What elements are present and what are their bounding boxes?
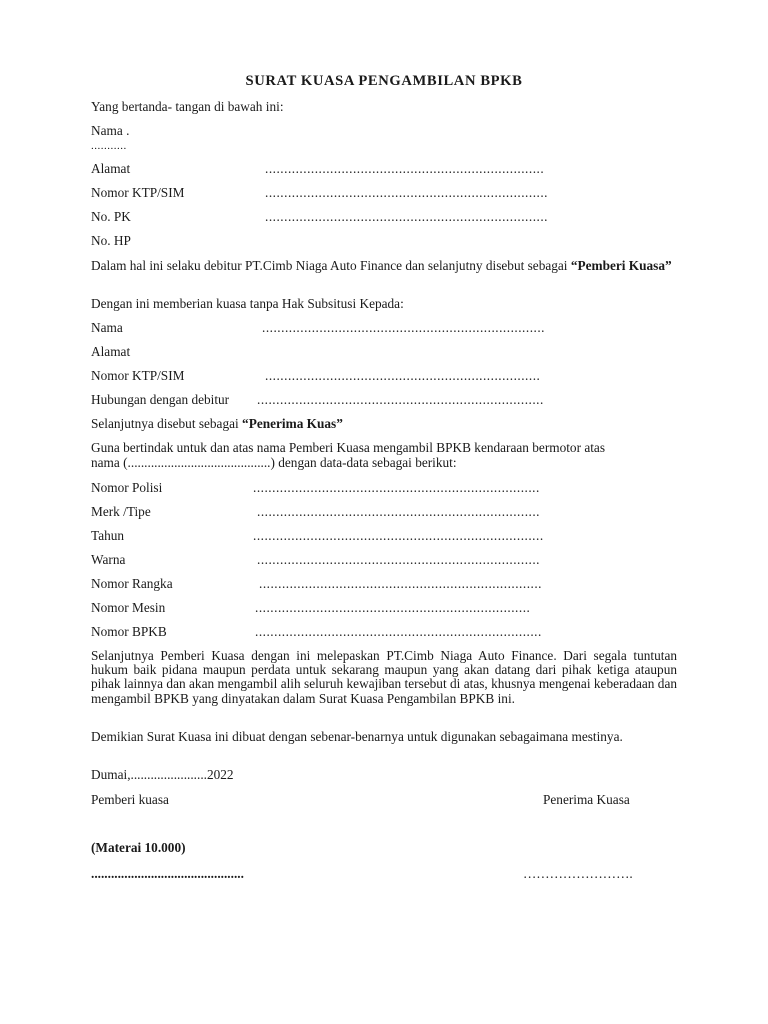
penerima-kuasa-signature-label: Penerima Kuasa (543, 792, 630, 807)
pemberi-kuasa-bold: “Pemberi Kuasa” (570, 258, 672, 273)
pemberi-pk-label: No. PK (91, 209, 131, 224)
pemberi-ktp-label: Nomor KTP/SIM (91, 185, 185, 200)
vehicle-dots-tahun: ............................................................................ (253, 528, 544, 543)
vehicle-dots-bpkb: ........................................................................... (255, 624, 542, 639)
document-title: SURAT KUASA PENGAMBILAN BPKB (245, 73, 523, 89)
vehicle-label-rangka: Nomor Rangka (91, 576, 173, 591)
demikian-paragraph: Demikian Surat Kuasa ini dibuat dengan sebenar-benarnya untuk digunakan sebagaimana mestinya. (91, 729, 623, 744)
pemberi-kuasa-signature-label: Pemberi kuasa (91, 792, 169, 807)
penerima-alamat-label: Alamat (91, 344, 131, 359)
signature-line-right: ……………………. (523, 866, 633, 881)
vehicle-dots-mesin: ........................................................................ (255, 600, 531, 615)
selanjutnya-text: Selanjutnya disebut sebagai (91, 416, 239, 431)
vehicle-label-mesin: Nomor Mesin (91, 600, 166, 615)
kuasa-intro: Dengan ini memberian kuasa tanpa Hak Subsitusi Kepada: (91, 296, 404, 311)
vehicle-dots-warna: .......................................................................... (257, 552, 540, 567)
vehicle-label-tahun: Tahun (91, 528, 125, 543)
penerima-ktp-label: Nomor KTP/SIM (91, 368, 185, 383)
guna-line-1: Guna bertindak untuk dan atas nama Pemberi Kuasa mengambil BPKB kendaraan bermotor atas (91, 440, 606, 455)
vehicle-dots-merk: .......................................................................... (257, 504, 540, 519)
pemberi-pk-dots: .......................................................................... (265, 209, 548, 224)
penerima-nama-label: Nama (91, 320, 123, 335)
vehicle-label-bpkb: Nomor BPKB (91, 624, 167, 639)
pemberi-alamat-dots: ......................................................................... (265, 161, 545, 176)
pemberi-hp-label: No. HP (91, 233, 131, 248)
penerima-kuasa-bold: “Penerima Kuas” (242, 416, 343, 431)
selanjutnya-line (91, 416, 343, 432)
pemberi-nama-dots: ........... (91, 140, 127, 152)
pemberi-alamat-label: Alamat (91, 161, 131, 176)
pemberi-ktp-dots: .......................................................................... (265, 185, 548, 200)
guna-line-2: nama (...........................................) dengan data-data sebagai berikut: (91, 455, 457, 470)
vehicle-label-warna: Warna (91, 552, 126, 567)
debitur-paragraph (91, 259, 677, 273)
penerima-ktp-dots: ........................................................................ (265, 368, 541, 383)
penerima-nama-dots: .......................................................................... (262, 320, 545, 335)
signature-line-left: .............................................. (91, 866, 244, 881)
vehicle-dots-rangka: .......................................................................... (259, 576, 542, 591)
penerima-hubungan-label: Hubungan dengan debitur (91, 392, 230, 407)
vehicle-dots-polisi: ........................................................................... (253, 480, 540, 495)
debitur-text: Dalam hal ini selaku debitur PT.Cimb Niaga Auto Finance dan selanjutny disebut sebagai (91, 258, 568, 273)
materai-label: (Materai 10.000) (91, 840, 186, 855)
intro-line: Yang bertanda- tangan di bawah ini: (91, 99, 284, 114)
place-date: Dumai,.......................2022 (91, 767, 234, 782)
pelepasan-paragraph: Selanjutnya Pemberi Kuasa dengan ini melepaskan PT.Cimb Niaga Auto Finance. Dari segala tuntutan hukum baik pidana maupun perdata untuk sekarang maupun yang akan datang dari pihak ketiga ataupun pihak lainnya dan akan mengambil alih seluruh kewajiban tersebut di atas, khusnya mengenai keberadaan dan mengambil BPKB yang dinyatakan dalam Surat Kuasa Pengambilan BPKB ini. (91, 648, 677, 706)
vehicle-label-polisi: Nomor Polisi (91, 480, 163, 495)
guna-paragraph (91, 441, 677, 455)
vehicle-label-merk: Merk /Tipe (91, 504, 151, 519)
penerima-hubungan-dots: ........................................................................... (257, 392, 544, 407)
pemberi-nama-label: Nama . (91, 123, 130, 138)
